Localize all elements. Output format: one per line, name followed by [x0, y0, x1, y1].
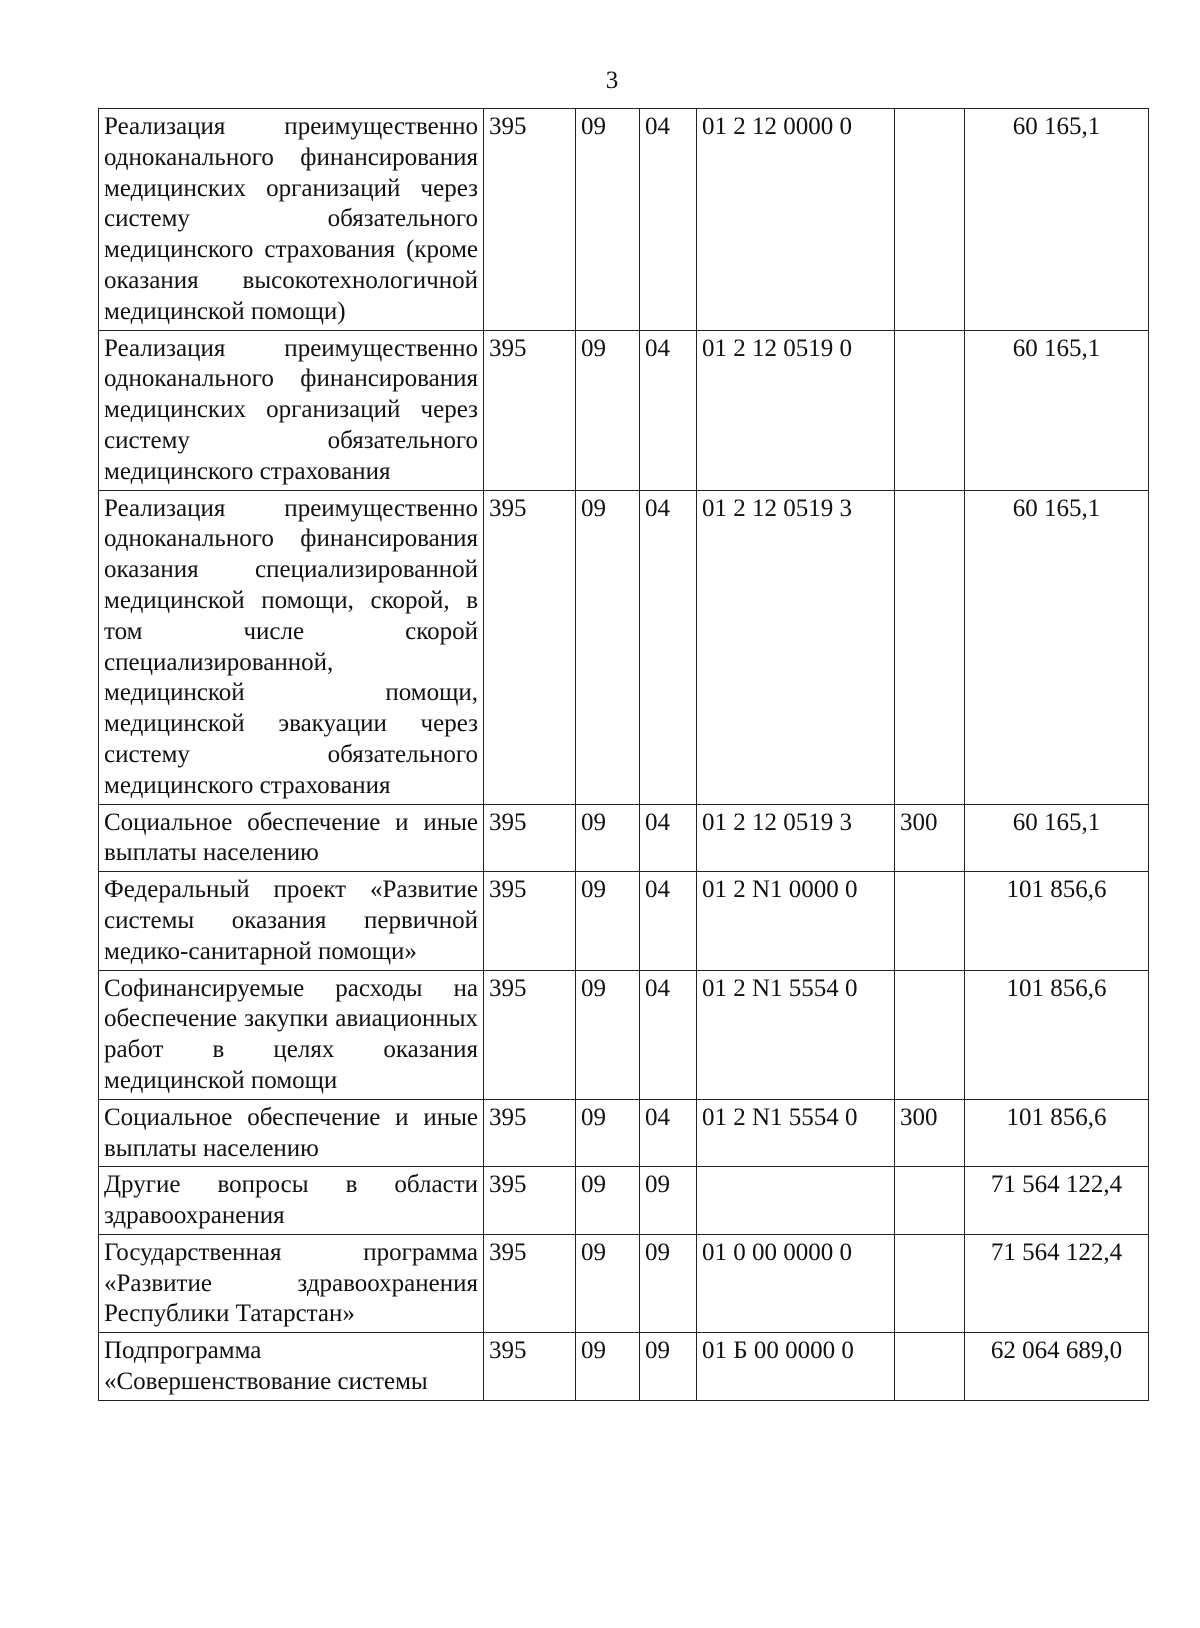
cell-name: Подпрограмма «Совершенствование системы: [99, 1333, 484, 1401]
table-row: [99, 1099, 1149, 1167]
cell-section-code: 09: [576, 1333, 640, 1401]
cell-target-article-code: 01 2 12 0519 3: [697, 804, 895, 872]
cell-amount: 101 856,6: [965, 970, 1149, 1099]
table-row: [99, 490, 1149, 804]
cell-subsection-code: 04: [640, 1099, 697, 1167]
cell-name: Государственная программа «Развитие здравоохранения Республики Татарстан»: [99, 1234, 484, 1332]
cell-department-code: 395: [484, 970, 576, 1099]
page-number: 3: [605, 67, 619, 94]
budget-table-body: [99, 109, 1149, 1401]
cell-expense-type-code: [895, 1167, 965, 1235]
cell-amount: 101 856,6: [965, 1099, 1149, 1167]
cell-subsection-code: 04: [640, 490, 697, 804]
cell-target-article-code: 01 Б 00 0000 0: [697, 1333, 895, 1401]
table-row: [99, 1234, 1149, 1332]
cell-amount: 60 165,1: [965, 490, 1149, 804]
cell-department-code: 395: [484, 1167, 576, 1235]
cell-department-code: 395: [484, 109, 576, 331]
cell-target-article-code: 01 2 12 0519 0: [697, 330, 895, 490]
cell-name: Социальное обеспечение и иные выплаты населению: [99, 1099, 484, 1167]
cell-subsection-code: 09: [640, 1234, 697, 1332]
cell-amount: 101 856,6: [965, 872, 1149, 970]
cell-amount: 60 165,1: [965, 330, 1149, 490]
cell-name: Другие вопросы в области здравоохранения: [99, 1167, 484, 1235]
cell-section-code: 09: [576, 872, 640, 970]
cell-department-code: 395: [484, 330, 576, 490]
cell-target-article-code: [697, 1167, 895, 1235]
cell-name: Федеральный проект «Развитие системы оказания первичной медико-санитарной помощи»: [99, 872, 484, 970]
cell-expense-type-code: [895, 872, 965, 970]
cell-name: Реализация преимущественно одноканального финансирования медицинских организаций через систему обязательного медицинского страхования (кроме оказания высокотехнологичной медицинской помощи): [99, 109, 484, 331]
cell-department-code: 395: [484, 490, 576, 804]
cell-target-article-code: 01 2 N1 5554 0: [697, 1099, 895, 1167]
cell-expense-type-code: 300: [895, 804, 965, 872]
cell-name: Реализация преимущественно одноканального финансирования медицинских организаций через систему обязательного медицинского страхования: [99, 330, 484, 490]
cell-expense-type-code: [895, 1333, 965, 1401]
table-row: [99, 330, 1149, 490]
cell-expense-type-code: [895, 109, 965, 331]
cell-target-article-code: 01 2 12 0000 0: [697, 109, 895, 331]
table-row: [99, 872, 1149, 970]
cell-section-code: 09: [576, 1167, 640, 1235]
cell-expense-type-code: 300: [895, 1099, 965, 1167]
cell-section-code: 09: [576, 804, 640, 872]
cell-subsection-code: 04: [640, 970, 697, 1099]
cell-expense-type-code: [895, 970, 965, 1099]
cell-expense-type-code: [895, 490, 965, 804]
cell-target-article-code: 01 2 N1 5554 0: [697, 970, 895, 1099]
cell-target-article-code: 01 2 12 0519 3: [697, 490, 895, 804]
cell-department-code: 395: [484, 1099, 576, 1167]
budget-table: [98, 108, 1149, 1401]
cell-subsection-code: 09: [640, 1167, 697, 1235]
cell-amount: 62 064 689,0: [965, 1333, 1149, 1401]
cell-target-article-code: 01 2 N1 0000 0: [697, 872, 895, 970]
cell-department-code: 395: [484, 1234, 576, 1332]
cell-subsection-code: 04: [640, 804, 697, 872]
cell-name: Софинансируемые расходы на обеспечение закупки авиационных работ в целях оказания медицинской помощи: [99, 970, 484, 1099]
cell-name: Социальное обеспечение и иные выплаты населению: [99, 804, 484, 872]
cell-section-code: 09: [576, 330, 640, 490]
table-row: [99, 1333, 1149, 1401]
cell-amount: 60 165,1: [965, 804, 1149, 872]
cell-amount: 71 564 122,4: [965, 1167, 1149, 1235]
cell-amount: 71 564 122,4: [965, 1234, 1149, 1332]
cell-subsection-code: 04: [640, 109, 697, 331]
cell-department-code: 395: [484, 1333, 576, 1401]
cell-expense-type-code: [895, 330, 965, 490]
cell-section-code: 09: [576, 490, 640, 804]
cell-section-code: 09: [576, 1234, 640, 1332]
table-row: [99, 1167, 1149, 1235]
cell-name: Реализация преимущественно одноканального финансирования оказания специализированной медицинской помощи, скорой, в том числе скорой специализированной, медицинской помощи, медицинской эвакуации через систему обязательного медицинского страхования: [99, 490, 484, 804]
cell-subsection-code: 04: [640, 330, 697, 490]
cell-section-code: 09: [576, 109, 640, 331]
cell-expense-type-code: [895, 1234, 965, 1332]
cell-department-code: 395: [484, 804, 576, 872]
cell-subsection-code: 04: [640, 872, 697, 970]
table-row: [99, 970, 1149, 1099]
cell-department-code: 395: [484, 872, 576, 970]
cell-section-code: 09: [576, 1099, 640, 1167]
cell-amount: 60 165,1: [965, 109, 1149, 331]
table-row: [99, 109, 1149, 331]
cell-target-article-code: 01 0 00 0000 0: [697, 1234, 895, 1332]
table-row: [99, 804, 1149, 872]
cell-subsection-code: 09: [640, 1333, 697, 1401]
cell-section-code: 09: [576, 970, 640, 1099]
